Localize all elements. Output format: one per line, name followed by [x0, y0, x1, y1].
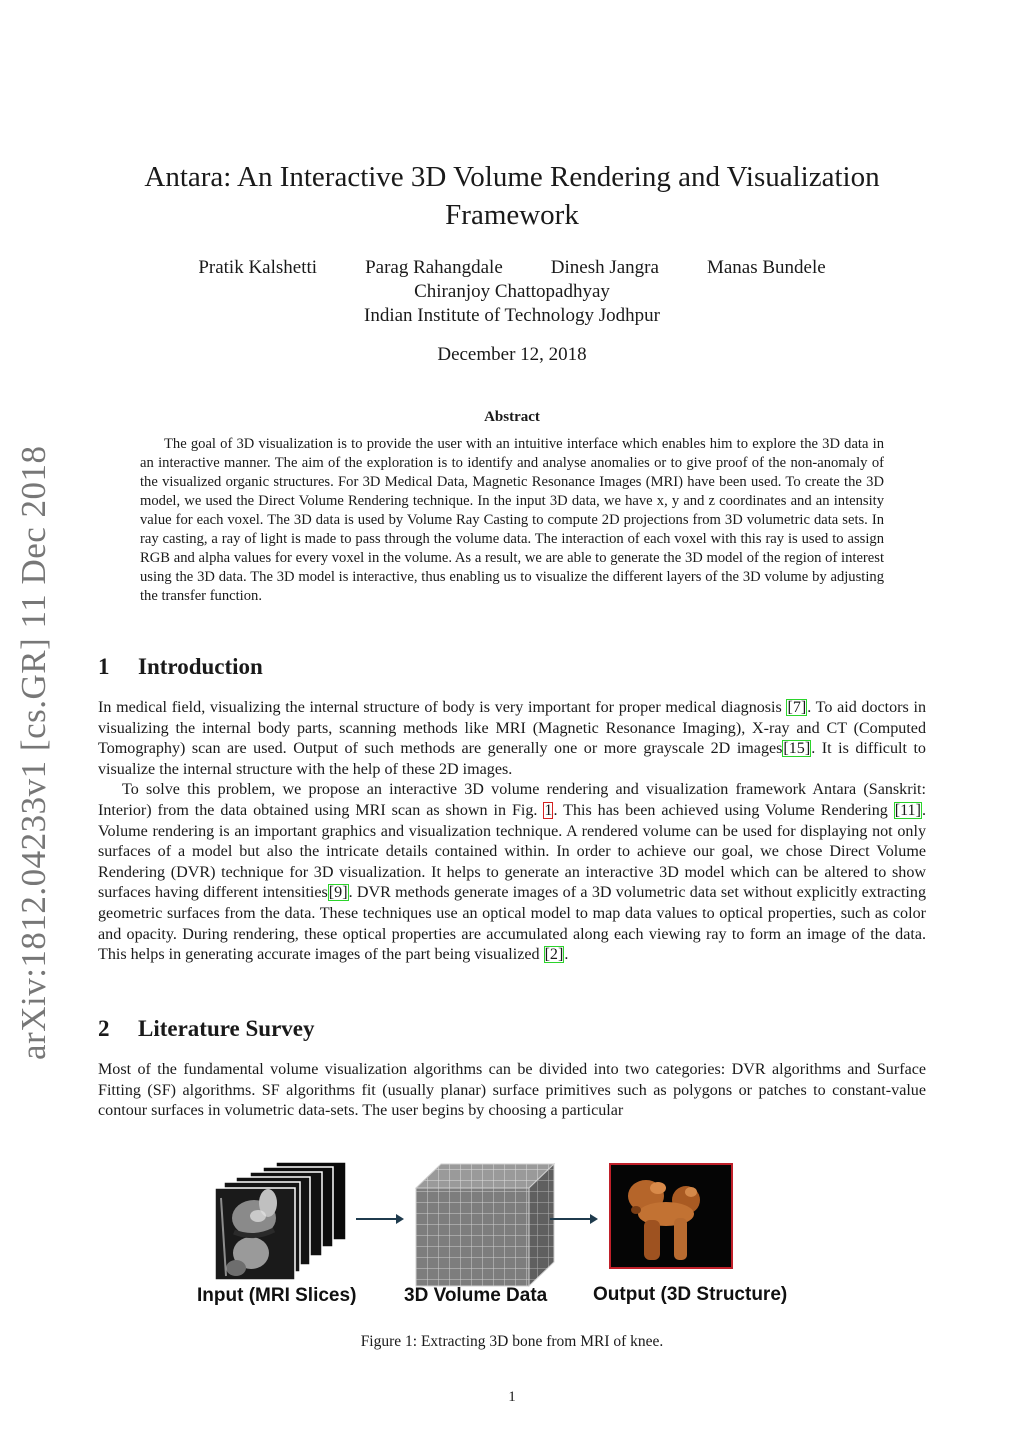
- section-number: 2: [98, 1016, 110, 1041]
- section-heading-introduction: [98, 654, 263, 680]
- citation-link[interactable]: [9]: [328, 884, 348, 902]
- figure-label-input: Input (MRI Slices): [197, 1285, 357, 1306]
- author-name: Manas Bundele: [706, 257, 826, 278]
- author-row: [120, 256, 904, 280]
- figure-1: [196, 1158, 808, 1318]
- author-block: [120, 256, 904, 328]
- text-run: . DVR methods generate images of a 3D volumetric data set without explicitly extracting geometric surfaces from the data. These techniques use an optical model to map data values to optical properties, such as color and opacity. During rendering, these optical properties are accumulated along each viewing ray to form an image of the data. This helps in generating accurate images of the part being visualized: [98, 884, 926, 964]
- bone-structure-image: [610, 1164, 732, 1268]
- text-run: . This has been achieved using Volume Rendering: [553, 801, 894, 819]
- citation-link[interactable]: [2]: [544, 946, 564, 964]
- page-number: 1: [508, 1389, 516, 1405]
- introduction-paragraph-2: [98, 780, 926, 965]
- arrow-icon: [550, 1214, 598, 1224]
- text-run: . Volume rendering is an important graphics and visualization technique. A rendered volume can be used for displaying not only surfaces of a model but also the intricate details contained within. In order to achieve our goal, we chose Direct Volume Rendering (DVR) technique for 3D visualization. It helps to generate an interactive 3D model which can be altered to show surfaces having different intensities: [98, 801, 926, 902]
- author-name: Parag Rahangdale: [365, 257, 503, 278]
- figure-label-volume: 3D Volume Data: [404, 1285, 548, 1306]
- section-number: 1: [98, 654, 110, 679]
- citation-link[interactable]: [11]: [894, 801, 921, 819]
- text-run: . It is difficult to visualize the internal structure with the help of these 2D images.: [98, 740, 926, 778]
- mri-slices-image: [215, 1162, 346, 1280]
- paper-title: Antara: An Interactive 3D Volume Rendering and Visualization Framework: [144, 161, 880, 231]
- figure-reference-link[interactable]: 1: [544, 801, 553, 819]
- author-name: Pratik Kalshetti: [198, 257, 318, 278]
- arrow-icon: [356, 1214, 404, 1224]
- citation-link[interactable]: [15]: [783, 740, 811, 758]
- section-heading-literature-survey: [98, 1016, 315, 1042]
- literature-survey-body: [98, 1060, 926, 1122]
- arxiv-identifier-stamp: arXiv:1812.04233v1 [cs.GR] 11 Dec 2018: [14, 445, 53, 1060]
- affiliation: Indian Institute of Technology Jodhpur: [364, 305, 660, 326]
- literature-survey-paragraph: Most of the fundamental volume visualization algorithms can be divided into two categories: DVR algorithms and Surface Fitting (SF) algorithms. SF algorithms fit (usually planar) surface primitives such as polygons or patches to constant-value contour surfaces in volumetric data-sets. The user begins by choosing a particular: [98, 1061, 926, 1120]
- publication-date: December 12, 2018: [437, 344, 587, 365]
- author-name: Chiranjoy Chattopadhyay: [414, 281, 610, 302]
- text-run: To solve this problem, we propose an interactive 3D volume rendering and visualization framework Antara (Sanskrit: Interior) from the data obtained using MRI scan as shown in Fig.: [98, 781, 926, 819]
- introduction-paragraph-1: [98, 698, 926, 780]
- figure-1-caption: Figure 1: Extracting 3D bone from MRI of knee.: [360, 1333, 664, 1350]
- citation-link[interactable]: [7]: [787, 699, 807, 716]
- text-run: In medical field, visualizing the internal structure of body is very important for proper medical diagnosis: [98, 699, 787, 716]
- introduction-body: [98, 698, 926, 966]
- section-title: Introduction: [138, 654, 263, 679]
- text-run: .: [564, 946, 569, 964]
- text-run: . To aid doctors in visualizing the internal body parts, scanning methods like MRI (Magnetic Resonance Imaging), X-ray and CT (Computed Tomography) scan are used. Output of such methods are generally one or more grayscale 2D images: [98, 699, 926, 758]
- volume-cube-image: [416, 1164, 554, 1286]
- abstract-heading: Abstract: [484, 409, 540, 425]
- section-title: Literature Survey: [138, 1016, 315, 1041]
- author-name: Dinesh Jangra: [550, 257, 659, 278]
- abstract-text: The goal of 3D visualization is to provide the user with an intuitive interface which enables him to explore the 3D data in an interactive manner. The aim of the exploration is to identify and analyse anomalies or to give proof of the non-anomaly of the visualized organic structures. For 3D Medical Data, Magnetic Resonance Images (MRI) have been used. To create the 3D model, we used the Direct Volume Rendering technique. In the input 3D data, we have x, y and z coordinates and an intensity value for each voxel. The 3D data is used by Volume Ray Casting to compute 2D projections from 3D volumetric data sets. In ray casting, a ray of light is made to pass through the volume data. The interaction of each voxel with this ray is used to assign RGB and alpha values for every voxel in the volume. As a result, we are able to generate the 3D model of the region of interest using the 3D data. The 3D model is interactive, thus enabling us to visualize the different layers of the 3D volume by adjusting the transfer function.: [140, 436, 884, 604]
- figure-label-output: Output (3D Structure): [593, 1284, 788, 1305]
